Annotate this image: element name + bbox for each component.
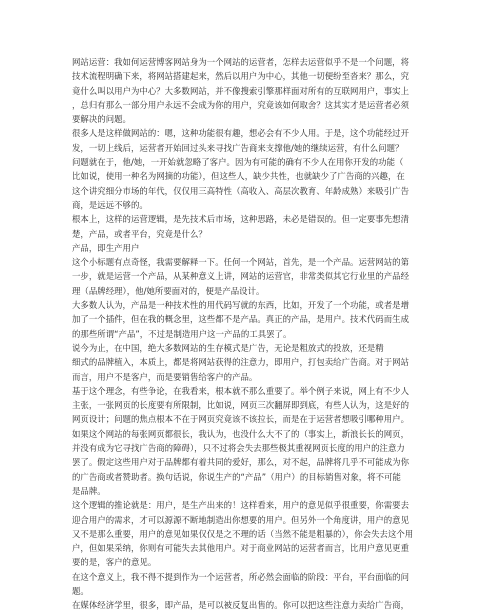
text-line: 罢了。假定这些用户对于品牌都有着共同的爱好，那么，对不起，品牌将几乎不可能成为你 — [72, 457, 409, 468]
text-line: 并没有成为它寻找广告商的障碍），只不过将会失去那些极其重视网页长度的用户的注意力 — [72, 443, 405, 454]
text-line: 这个小标题有点奇怪，我需要解释一下。任何一个网站，首先，是一个产品。运营网站的第 — [72, 257, 409, 268]
text-line: 在这个意义上，我不得不提到作为一个运营者，所必然会面临的阶段：平台，平台面临的问 — [72, 571, 409, 582]
text-line: 迎合用户的需求，才可以源源不断地制造出你想要的用户。但另外一个角度讲，用户的意见 — [72, 514, 409, 525]
text-line: 说今为止，在中国，绝大多数网站的生存模式是广告，无论是粗放式的投放，还是精 — [72, 342, 384, 353]
text-line: 户，但如果采纳，你则有可能失去其他用户。对于商业网站的运营者而言，比用户意见更重 — [72, 543, 409, 554]
text-line: 题。 — [72, 585, 89, 596]
text-line: 技术流程明确下来，将网站搭建起来，然后以用户为中心，其他一切便纷至沓来？那么，究 — [72, 71, 409, 82]
text-line: 一步，就是运营一个产品，从某种意义上讲，网站的运营官，非常类似其它行业里的产品经 — [72, 271, 409, 282]
document-body — [72, 55, 440, 613]
text-line: 这个讲究细分市场的年代，仅仅用三高特性（高收入、高层次教育、年龄成熟）来吸引广告 — [72, 185, 409, 196]
text-line: 又不是那么重要，用户的意见如果仅仅是之不理的话（当然不能是粗暴的），你会失去这个用 — [72, 528, 414, 539]
text-line: 而言，用户不是客户，而是要销售给客户的产品。 — [72, 371, 258, 382]
text-line: 大多数人认为，产品是一种技术性的用代码写就的东西，比如，开发了一个功能，或者是增 — [72, 300, 409, 311]
text-line: ，总归有那么一部分用户永远不会成为你的用户，究竟该如何取舍？这其实才是运营者必须 — [72, 99, 409, 110]
text-line: 基于这个理念，有些争论，在我看来，根本就不那么重要了。举个例子来说，网上有不少人 — [72, 385, 409, 396]
text-line: 主张，一张网页的长度要有所限制，比如说，网页三次翻屏即到底，有些人认为，这是好的 — [72, 400, 409, 411]
text-line: 网页设计；问题的焦点根本不在于网页究竟该不该拉长，而是在于运营者想吸引哪种用户。 — [72, 414, 409, 425]
text-line: 问题就在于，他/她，一开始就忽略了客户。因为有可能的确有不少人在用你开发的功能（ — [72, 157, 404, 168]
text-line: 的那些所谓“产品”，不过是制造用户这一产品的工具罢了。 — [72, 328, 292, 339]
text-line: 发，一切上线后，运营者开始回过头来寻找广告商来支撑他/她的继续运营，有什么问题？ — [72, 142, 404, 153]
text-line: 细式的品牌植入，本质上，都是将网站获得的注意力，即用户，打包卖给广告商。对于网站 — [72, 357, 409, 368]
text-line: 在媒体经济学里，很多，即产品，是可以被反复出售的。你可以把这些注意力卖给广告商， — [72, 600, 409, 611]
text-line: 是品牌。 — [72, 485, 106, 496]
text-line: 要的是，客户的意见。 — [72, 557, 157, 568]
text-line: 很多人是这样做网站的：嗯，这种功能很有趣，想必会有不少人用。于是，这个功能经过开 — [72, 128, 409, 139]
section-heading: 产品，即生产用户 — [72, 242, 140, 253]
text-line: 如果这个网站的每张网页都很长，我认为，也没什么大不了的（事实上，新浪长长的网页， — [72, 428, 409, 439]
text-line: 这个逻辑的推论就是：用户，是生产出来的！这样看来，用户的意见似乎很重要，你需要去 — [72, 500, 409, 511]
text-line: 比如说，使用一种名为网摘的功能），但这些人，缺少共性，也就缺少了广告商的兴趣，在 — [72, 171, 405, 182]
text-line: 网站运营：我如何运营博客网站身为一个网站的运营者，怎样去运营似乎不是一个问题，将 — [72, 57, 409, 67]
text-line: 根本上，这样的运营逻辑，是先技术后市场，这种思路，未必是错误的。但一定要事先想清 — [72, 214, 409, 225]
text-line: 商，是远远不够的。 — [72, 199, 148, 210]
text-line: 要解决的问题。 — [72, 114, 131, 125]
text-line: 竟什么叫以用户为中心？大多数网站，并不像搜索引擎那样面对所有的互联网用户，事实上 — [72, 85, 409, 96]
text-line: 楚，产品，或者平台，究竟是什么？ — [72, 228, 207, 239]
text-line: 理（品牌经理），他/她所要面对的，便是产品设计。 — [72, 285, 265, 296]
text-line: 加了一个插件，但在我的概念里，这些都不是产品。真正的产品，是用户。技术代码而生成 — [72, 314, 409, 325]
text-line: 的广告商或者赞助者。换句话说，你说生产的“产品”（用户）的目标销售对象，将不可能 — [72, 471, 401, 482]
